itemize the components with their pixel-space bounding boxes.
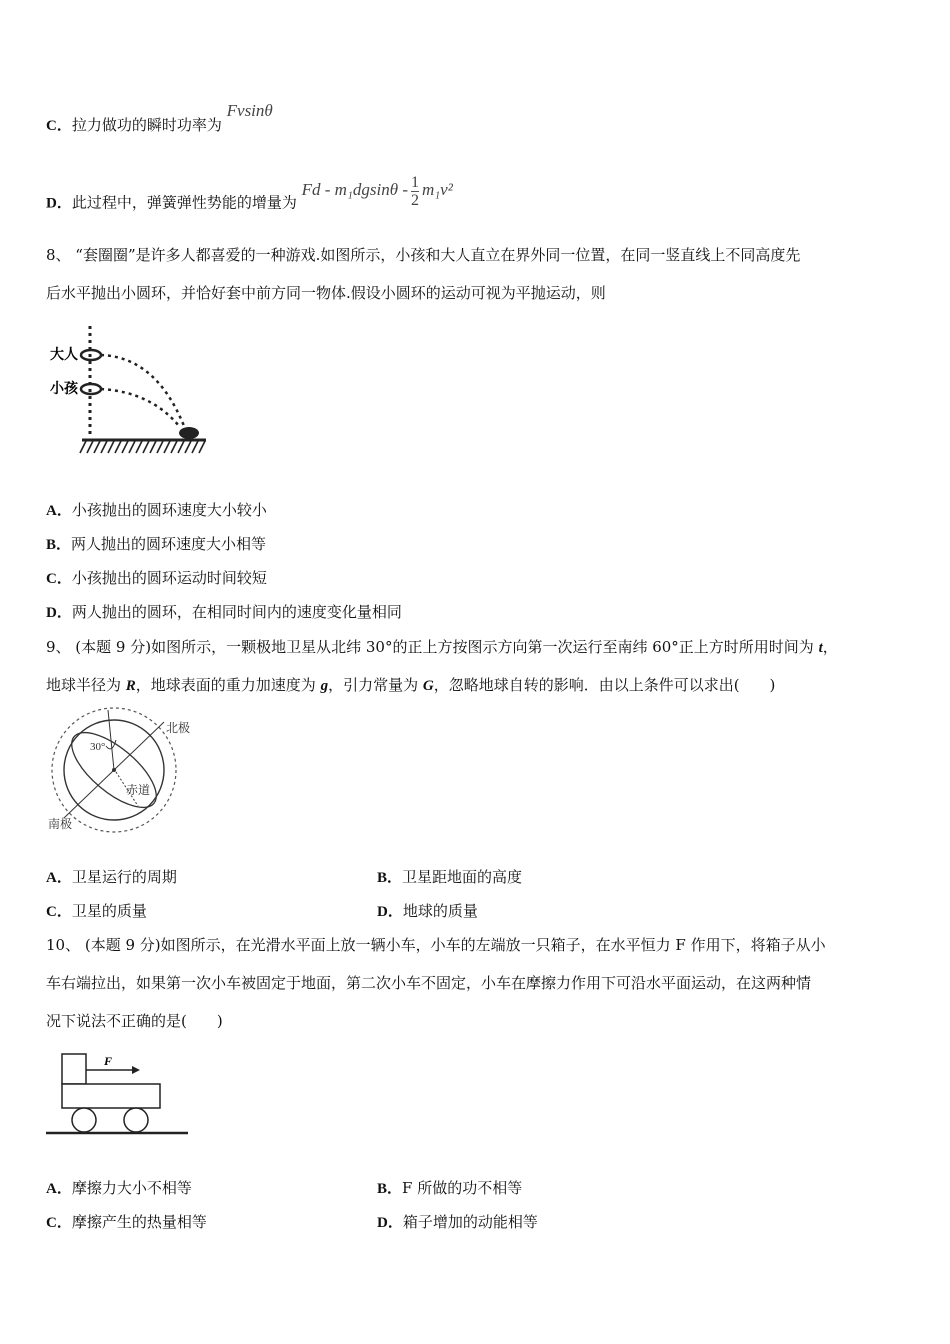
q8-stem-line-1: 8、 “套圈圈”是许多人都喜爱的一种游戏.如图所示，小孩和大人直立在界外同一位置，在同一竖直线上不同高度先 (46, 246, 801, 264)
option-text: 小孩抛出的圆环速度大小较小 (71, 501, 267, 519)
south-pole-label: 南极 (48, 817, 73, 831)
option-label: B． (46, 537, 72, 553)
equator-label: 赤道 (126, 783, 151, 797)
option-label: B． (377, 1181, 403, 1197)
q9-option-d (377, 901, 478, 922)
var-t: t (818, 640, 823, 656)
q8-option-c (46, 568, 267, 589)
option-text: 两人抛出的圆环速度大小相等 (71, 535, 267, 553)
stem-text: ，忽略地球自转的影响．由以上条件可以求出( ) (433, 676, 776, 694)
q8-option-a (46, 500, 267, 521)
q10-option-d (377, 1212, 538, 1233)
option-text: 摩擦产生的热量相等 (71, 1213, 207, 1231)
var-R: R (125, 678, 136, 694)
q9-option-c (46, 901, 147, 922)
q8-stem-line-2: 后水平抛出小圆环，并恰好套中前方同一物体.假设小圆环的运动可视为平抛运动，则 (46, 284, 606, 302)
force-arrow-head (132, 1066, 140, 1074)
q9-option-b (377, 867, 522, 888)
q10-option-c (46, 1212, 207, 1233)
cart-box-figure (46, 1050, 191, 1140)
stem-text: 地球半径为 (46, 676, 126, 694)
fraction-numerator: 1 (410, 174, 419, 191)
cart-body (62, 1084, 160, 1108)
q9-stem-line-2 (46, 675, 775, 696)
option-text: 两人抛出的圆环，在相同时间内的速度变化量相同 (71, 603, 402, 621)
option-text: 拉力做功的瞬时功率为 (71, 116, 222, 134)
cart-wheel-left (72, 1108, 96, 1132)
fraction (411, 174, 419, 209)
option-label: D． (46, 605, 72, 621)
option-label: A． (46, 1181, 72, 1197)
q9-option-a (46, 867, 177, 888)
formula-main: Fd - m₁dgsinθ - (301, 180, 408, 200)
formula-elastic-energy (301, 174, 453, 209)
north-pole-label: 北极 (166, 721, 191, 735)
stem-text: ， (822, 638, 838, 656)
q8-option-d (46, 602, 402, 623)
option-label: B． (377, 870, 403, 886)
earth-center (112, 768, 116, 772)
force-label: F (104, 1054, 113, 1068)
option-label: A． (46, 503, 72, 519)
option-label: C． (46, 904, 72, 920)
option-label: D． (377, 1215, 403, 1231)
option-text: F 所做的功不相等 (402, 1179, 523, 1197)
option-text: 卫星距地面的高度 (402, 868, 523, 886)
stem-text: ，引力常量为 (328, 676, 423, 694)
formula-tail: m₁v² (421, 180, 453, 200)
option-label: D． (46, 195, 72, 212)
q10-option-a (46, 1178, 192, 1199)
option-text: 地球的质量 (402, 902, 478, 920)
option-text: 箱子增加的动能相等 (402, 1213, 538, 1231)
option-label: A． (46, 870, 72, 886)
q10-option-b (377, 1178, 522, 1199)
q8-option-b (46, 534, 266, 555)
child-label: 小孩 (50, 381, 78, 397)
box (62, 1054, 86, 1084)
ground-hatching (80, 441, 205, 453)
option-label: C． (46, 571, 72, 587)
var-G: G (422, 678, 434, 694)
option-text: 卫星的质量 (71, 902, 147, 920)
option-text: 此过程中，弹簧弹性势能的增量为 (71, 193, 297, 212)
q9-stem-line-1 (46, 637, 838, 658)
child-trajectory (101, 389, 179, 426)
cart-wheel-right (124, 1108, 148, 1132)
var-g: g (320, 678, 329, 694)
option-label: C． (46, 118, 72, 134)
option-label: C． (46, 1215, 72, 1231)
adult-trajectory (101, 355, 184, 426)
q10-stem-line-2: 车右端拉出，如果第一次小车被固定于地面，第二次小车不固定，小车在摩擦力作用下可沿水平面运动，在这两种情 (46, 974, 812, 992)
option-text: 小孩抛出的圆环运动时间较短 (71, 569, 267, 587)
option-label: D． (377, 904, 403, 920)
target-object (179, 427, 199, 439)
stem-text: ，地球表面的重力加速度为 (135, 676, 321, 694)
q7-option-c (46, 101, 273, 136)
option-text: 摩擦力大小不相等 (71, 1179, 192, 1197)
q10-stem-line-1: 10、 (本题 9 分)如图所示，在光滑水平面上放一辆小车，小车的左端放一只箱子，在水平恒力 F 作用下，将箱子从小 (46, 936, 826, 954)
polar-satellite-figure (46, 706, 206, 836)
ring-toss-figure (46, 322, 216, 457)
angle-label: 30° (90, 741, 106, 753)
q7-option-d (46, 174, 453, 221)
formula-power: Fvsinθ (226, 101, 273, 120)
adult-label: 大人 (50, 347, 78, 363)
fraction-denominator: 2 (410, 192, 419, 209)
option-text: 卫星运行的周期 (71, 868, 177, 886)
stem-text: 9、 (本题 9 分)如图所示，一颗极地卫星从北纬 30°的正上方按图示方向第一次运行至南纬 60°正上方时所用时间为 (46, 638, 819, 656)
q10-stem-line-3: 况下说法不正确的是( ) (46, 1012, 223, 1030)
